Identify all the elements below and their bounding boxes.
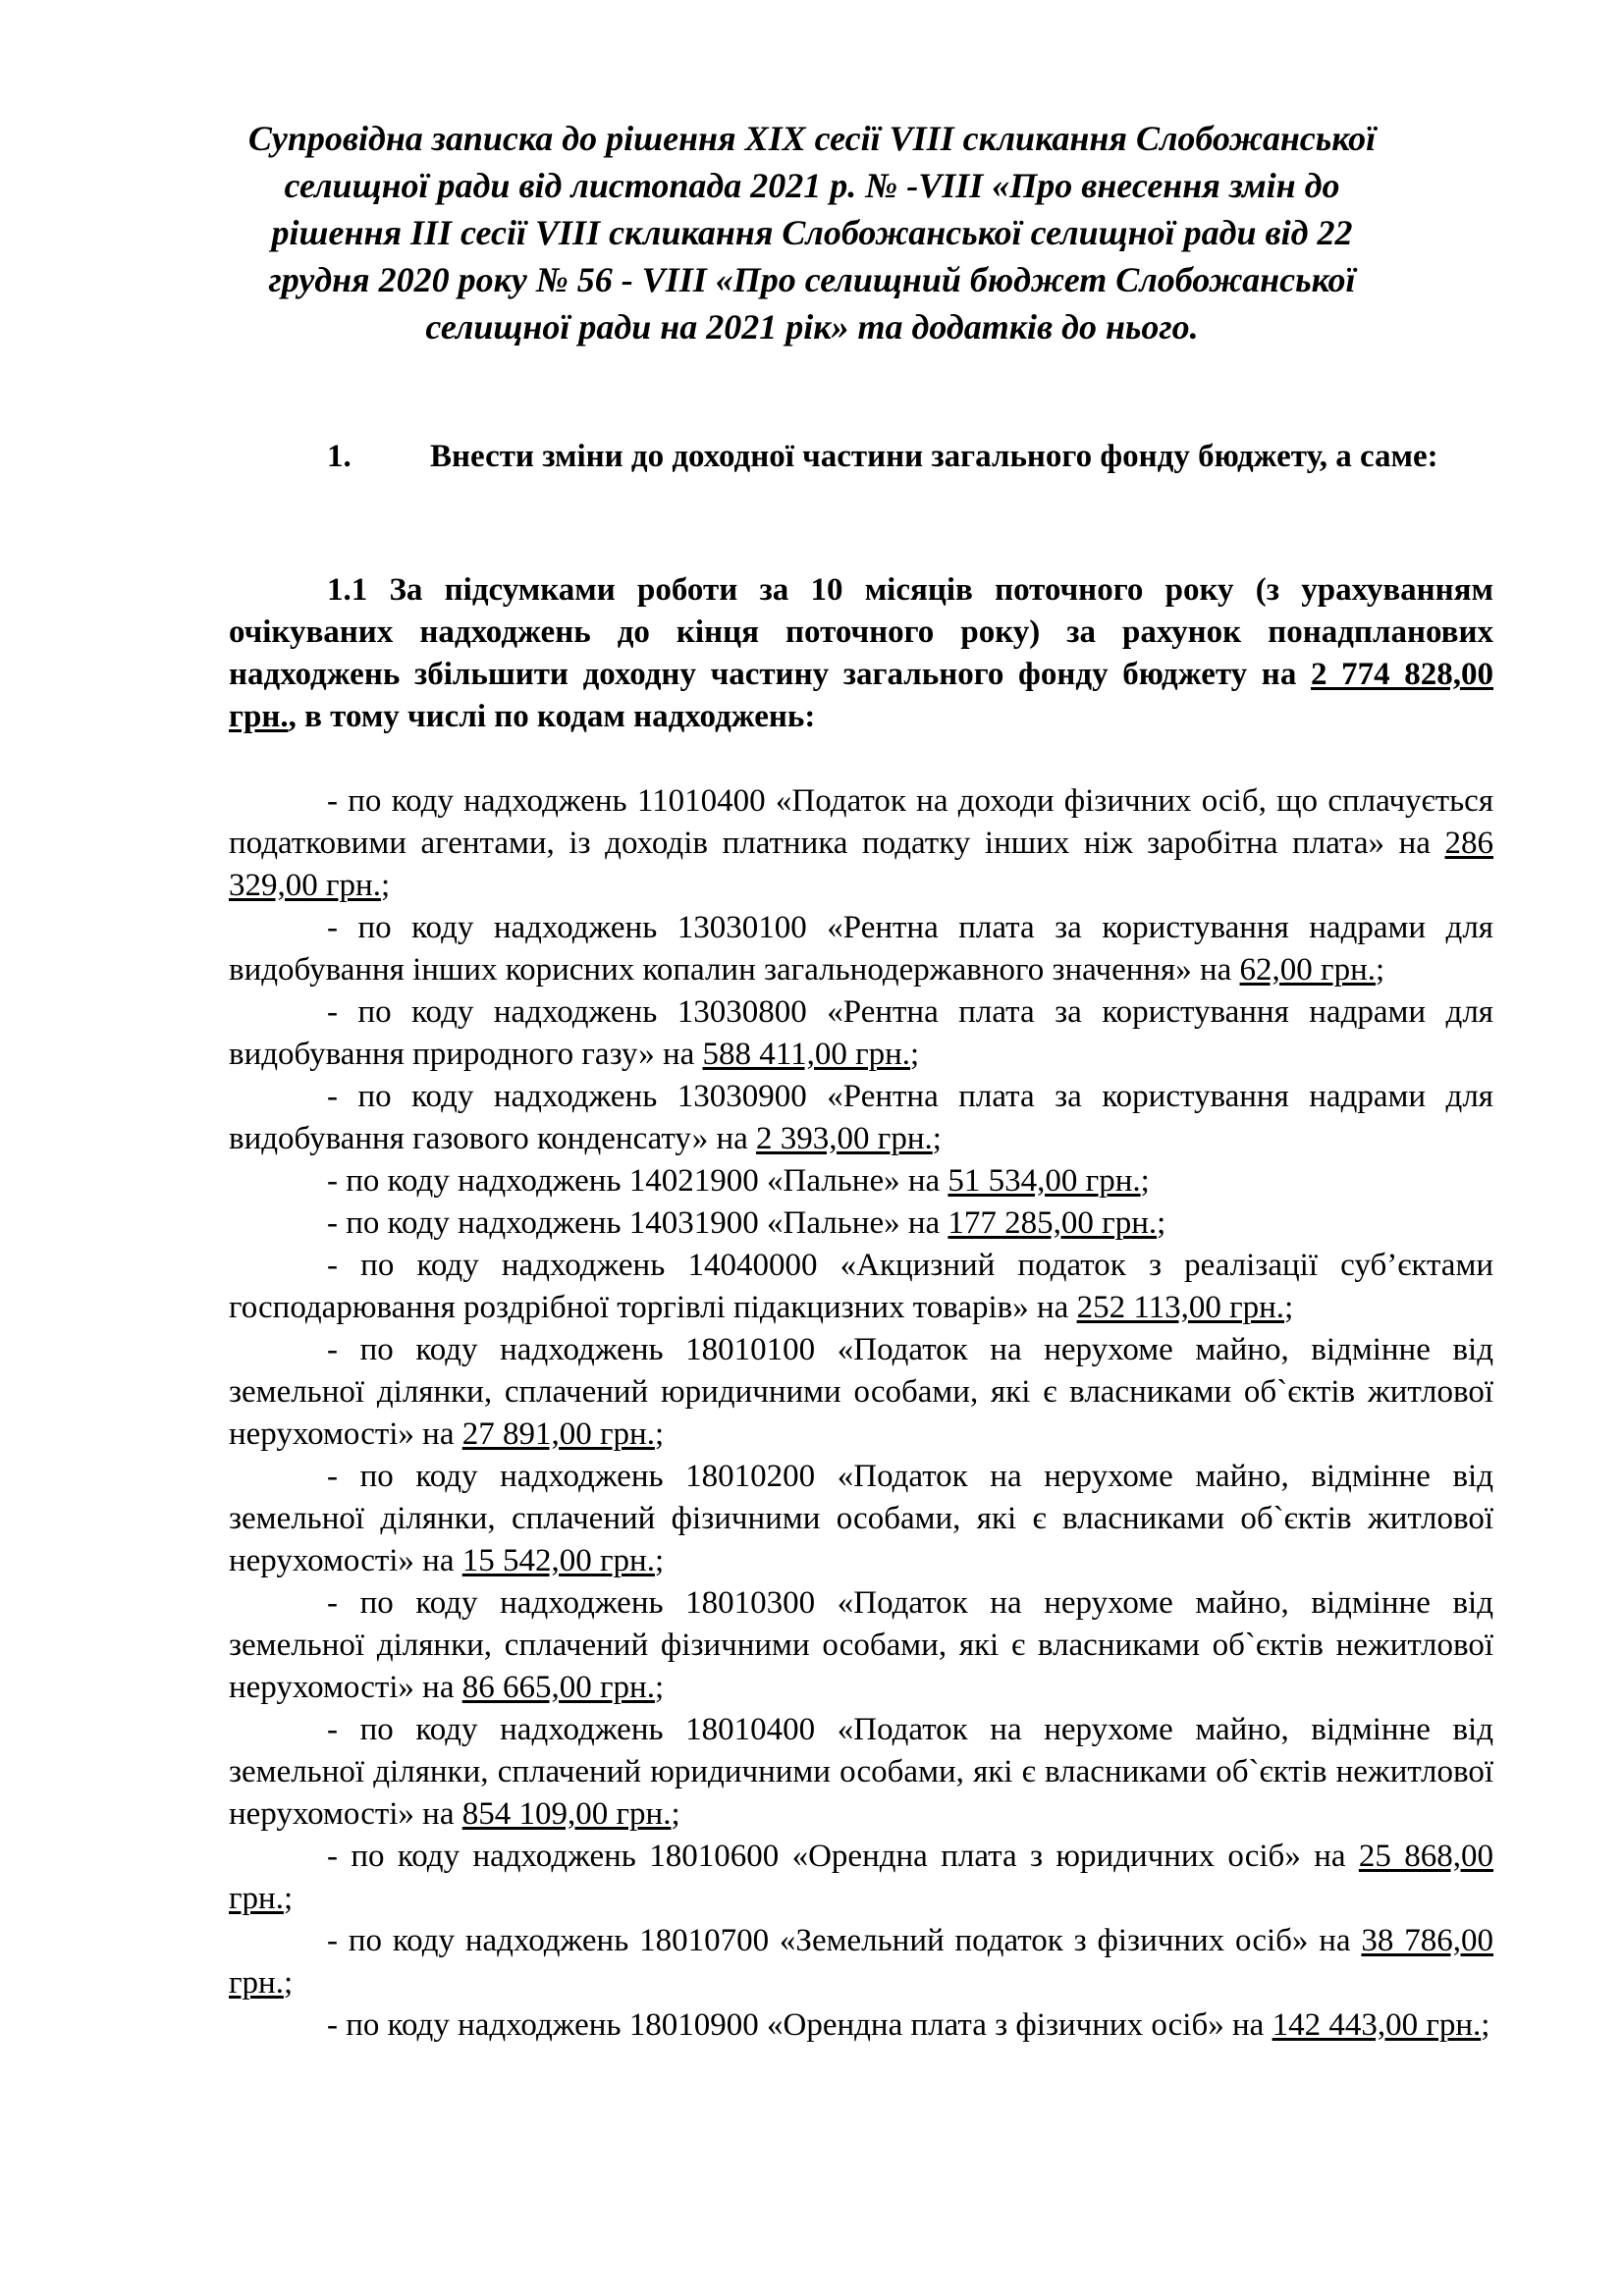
list-item [229, 907, 1493, 991]
item-text: - по коду надходжень 18010400 «Податок на нерухоме майно, відмінне від земельної ділянки, сплачений юридичними особами, які є власниками об`єктів нежитлової нерухомості» на [229, 1712, 1493, 1832]
list-item [229, 780, 1493, 907]
item-text: - по коду надходжень 18010200 «Податок на нерухоме майно, відмінне від земельної ділянки, сплачений фізичними особами, які є власниками об`єктів житлової нерухомості» на [229, 1459, 1493, 1578]
item-text: - по коду надходжень 18010300 «Податок на нерухоме майно, відмінне від земельної ділянки, сплачений фізичними особами, які є власниками об`єктів нежитлової нерухомості» на [229, 1585, 1493, 1705]
list-item [229, 1456, 1493, 1582]
list-item [229, 1160, 1493, 1202]
item-text: - по коду надходжень 18010100 «Податок на нерухоме майно, відмінне від земельної ділянки, сплачений юридичними особами, які є власниками об`єктів житлової нерухомості» на [229, 1332, 1493, 1452]
item-amount: 51 534,00 грн. [947, 1163, 1141, 1199]
item-end: ; [1284, 1290, 1294, 1325]
item-end: ; [283, 1881, 294, 1916]
list-item [229, 1582, 1493, 1709]
item-end: ; [654, 1416, 665, 1452]
item-end: ; [1375, 952, 1385, 988]
item-amount: 27 891,00 грн. [461, 1416, 655, 1452]
item-end: ; [1157, 1205, 1166, 1241]
item-text: - по коду надходжень 18010900 «Орендна плата з фізичних осіб» на [327, 2007, 1272, 2043]
item-text: - по коду надходжень 13030800 «Рентна плата за користування надрами для видобування природного газу» на [229, 994, 1493, 1072]
item-end: ; [380, 868, 391, 903]
item-end: ; [932, 1121, 942, 1156]
list-item [229, 2004, 1493, 2047]
section-1-number: 1. [327, 439, 352, 474]
section-1-1-total-amount: 2 774 828,00 грн. [229, 657, 1494, 734]
item-end: ; [654, 1543, 665, 1578]
list-item [229, 1329, 1493, 1456]
section-1 [229, 436, 1493, 478]
item-text: - по коду надходжень 11010400 «Податок на доходи фізичних осіб, що сплачується податковими агентами, із доходів платника податку інших ніж заробітна плата» на [229, 783, 1493, 861]
item-amount: 142 443,00 грн. [1272, 2007, 1482, 2043]
item-text: - по коду надходжень 13030900 «Рентна плата за користування надрами для видобування газового конденсату» на [229, 1079, 1493, 1156]
item-text: - по коду надходжень 14021900 «Пальне» на [327, 1163, 948, 1199]
document-title: Супровідна записка до рішення ХІХ сесії VIIІ скликання Слобожанської селищної ради від листопада 2021 р. № -VIII «Про внесення змін до рішення ІІІ сесії VIIІ скликання Слобожанської селищної ради від 22 грудня 2020 року № 56 - VIIІ «Про селищний бюджет Слобожанської селищної ради на 2021 рік» та додатків до нього. [247, 119, 1377, 347]
item-text: - по коду надходжень 18010700 «Земельний податок з фізичних осіб» на [327, 1923, 1362, 1958]
item-amount: 854 109,00 грн. [461, 1796, 672, 1832]
list-item [229, 1202, 1493, 1245]
item-amount: 2 393,00 грн. [756, 1121, 933, 1156]
item-end: ; [1140, 1163, 1150, 1199]
list-item [229, 1076, 1493, 1160]
item-amount: 15 542,00 грн. [461, 1543, 655, 1578]
section-1-text: Внести зміни до доходної частини загального фонду бюджету, а саме: [430, 439, 1438, 474]
item-end: ; [1481, 2007, 1490, 2043]
item-text: - по коду надходжень 14040000 «Акцизний податок з реалізації суб’єктами господарювання роздрібної торгівлі підакцизних товарів» на [229, 1248, 1493, 1325]
section-1-1 [229, 569, 1493, 738]
revenue-code-list [229, 780, 1493, 2047]
item-end: ; [283, 1965, 294, 2001]
list-item [229, 1836, 1493, 1920]
list-item [229, 991, 1493, 1076]
item-amount: 62,00 грн. [1239, 952, 1376, 988]
list-item [229, 1920, 1493, 2004]
item-text: - по коду надходжень 13030100 «Рентна плата за користування надрами для видобування інших корисних копалин загальнодержавного значення» на [229, 910, 1493, 988]
section-1-1-lead: 1.1 За підсумками роботи за 10 місяців поточного року (з урахуванням очікуваних надходжень до кінця поточного року) за рахунок понадпланових надходжень збільшити доходну частину загального фонду бюджету на [229, 572, 1493, 692]
item-end: ; [671, 1796, 680, 1832]
item-amount: 177 285,00 грн. [947, 1205, 1158, 1241]
item-end: ; [910, 1037, 920, 1072]
item-text: - по коду надходжень 18010600 «Орендна плата з юридичних осіб» на [327, 1839, 1359, 1874]
item-amount: 286 329,00 грн. [229, 826, 1493, 903]
item-text: - по коду надходжень 14031900 «Пальне» на [327, 1205, 948, 1241]
list-item [229, 1709, 1493, 1836]
list-item [229, 1245, 1493, 1329]
item-amount: 252 113,00 грн. [1076, 1290, 1285, 1325]
section-1-1-tail: , в тому числі по кодам надходжень: [288, 699, 816, 734]
item-amount: 25 868,00 грн. [229, 1839, 1494, 1916]
item-end: ; [654, 1670, 665, 1705]
item-amount: 588 411,00 грн. [702, 1037, 911, 1072]
item-amount: 38 786,00 грн. [229, 1923, 1494, 2001]
item-amount: 86 665,00 грн. [461, 1670, 655, 1705]
